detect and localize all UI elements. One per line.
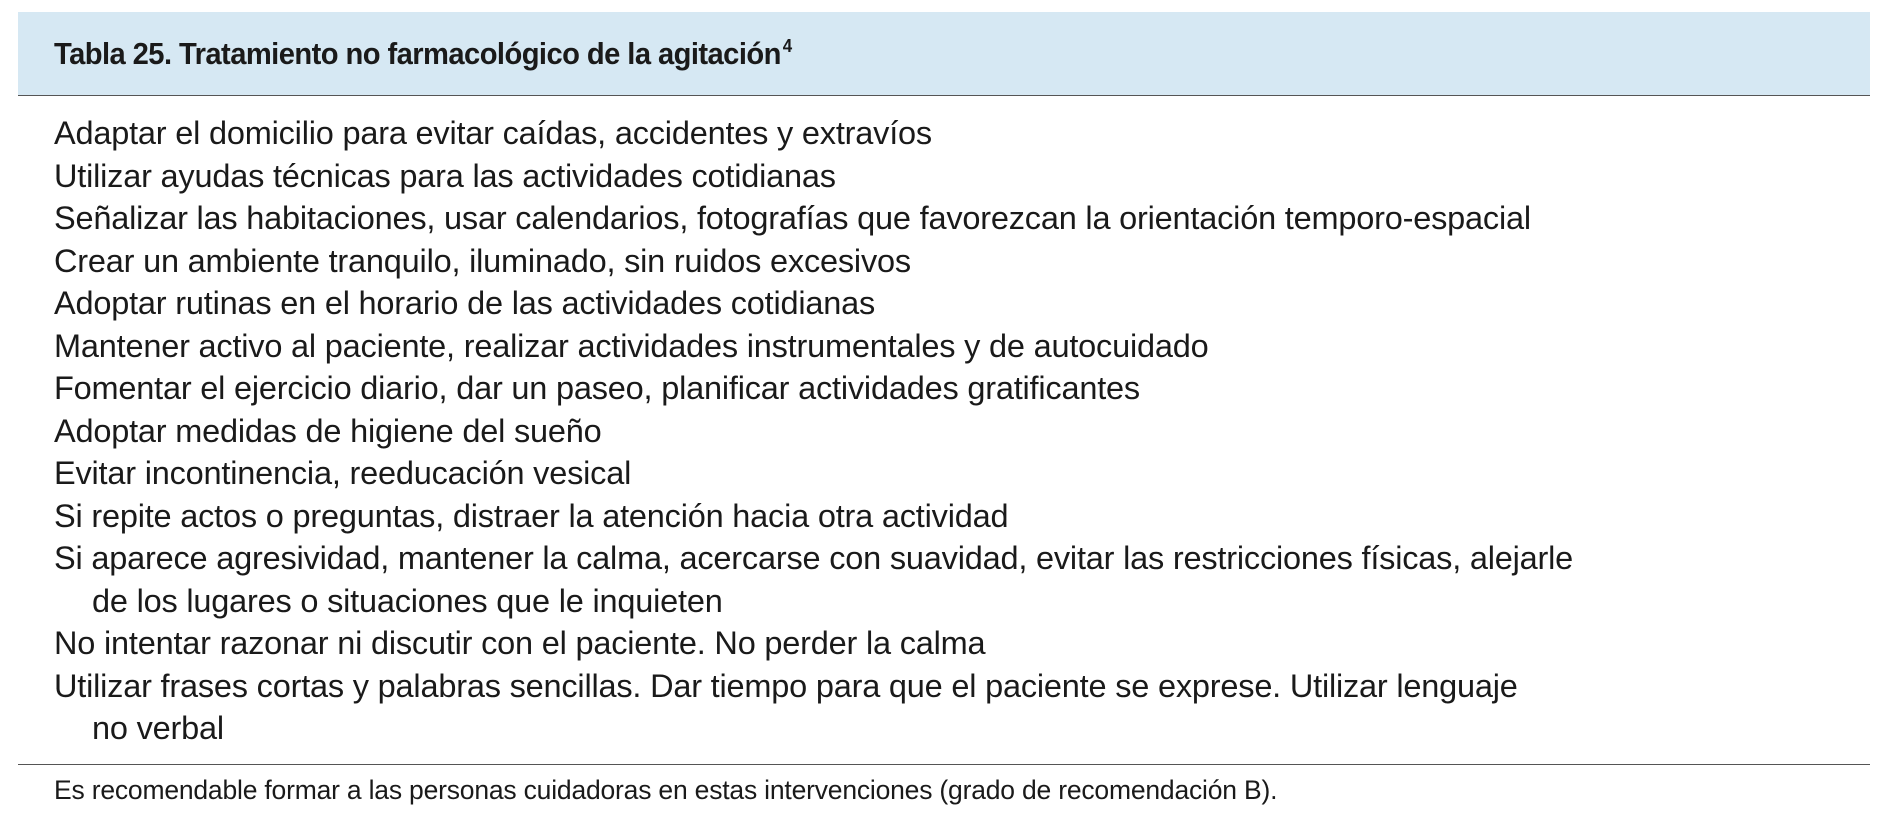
list-item <box>54 410 1870 453</box>
list-item-text: Adoptar medidas de higiene del sueño <box>54 412 602 449</box>
list-item-text: Utilizar ayudas técnicas para las actividades cotidianas <box>54 157 836 194</box>
list-item <box>54 495 1870 538</box>
list-item <box>54 240 1870 283</box>
list-item <box>54 622 1870 665</box>
list-item-text: No intentar razonar ni discutir con el paciente. No perder la calma <box>54 625 986 661</box>
list-item-text: Crear un ambiente tranquilo, iluminado, sin ruidos excesivos <box>54 242 911 279</box>
table-title-text: Tabla 25. Tratamiento no farmacológico de la agitación <box>54 35 781 71</box>
title-reference-superscript: 4 <box>782 36 792 57</box>
list-item-continuation: no verbal <box>92 710 224 746</box>
table-header <box>18 12 1870 96</box>
list-item <box>54 452 1870 495</box>
list-item-text: Mantener activo al paciente, realizar actividades instrumentales y de autocuidado <box>54 327 1209 364</box>
list-item-text: Si repite actos o preguntas, distraer la atención hacia otra actividad <box>54 497 1009 534</box>
list-item-text: Utilizar frases cortas y palabras sencillas. Dar tiempo para que el paciente se exprese. Utilizar lenguaje <box>54 667 1518 704</box>
list-item-text: Evitar incontinencia, reeducación vesical <box>54 455 632 491</box>
recommendation-table <box>18 12 1870 806</box>
list-item <box>54 112 1870 155</box>
list-item <box>54 537 1870 622</box>
list-item <box>54 665 1870 750</box>
table-title <box>54 36 792 72</box>
list-item-text: Fomentar el ejercicio diario, dar un paseo, planificar actividades gratificantes <box>54 370 1140 406</box>
list-item-continuation: de los lugares o situaciones que le inquieten <box>92 582 723 619</box>
list-item-text: Adaptar el domicilio para evitar caídas, accidentes y extravíos <box>54 115 932 151</box>
list-item-text: Adoptar rutinas en el horario de las actividades cotidianas <box>54 285 876 321</box>
list-item-text: Señalizar las habitaciones, usar calendarios, fotografías que favorezcan la orientación temporo-espacial <box>54 200 1531 236</box>
table-body <box>18 96 1870 765</box>
table-footer-note: Es recomendable formar a las personas cuidadoras en estas intervenciones (grado de recomendación B). <box>54 774 1278 805</box>
list-item <box>54 325 1870 368</box>
list-item <box>54 367 1870 410</box>
list-item <box>54 155 1870 198</box>
list-item <box>54 282 1870 325</box>
list-item <box>54 197 1870 240</box>
list-item-text: Si aparece agresividad, mantener la calma, acercarse con suavidad, evitar las restricciones físicas, alejarle <box>54 540 1574 576</box>
